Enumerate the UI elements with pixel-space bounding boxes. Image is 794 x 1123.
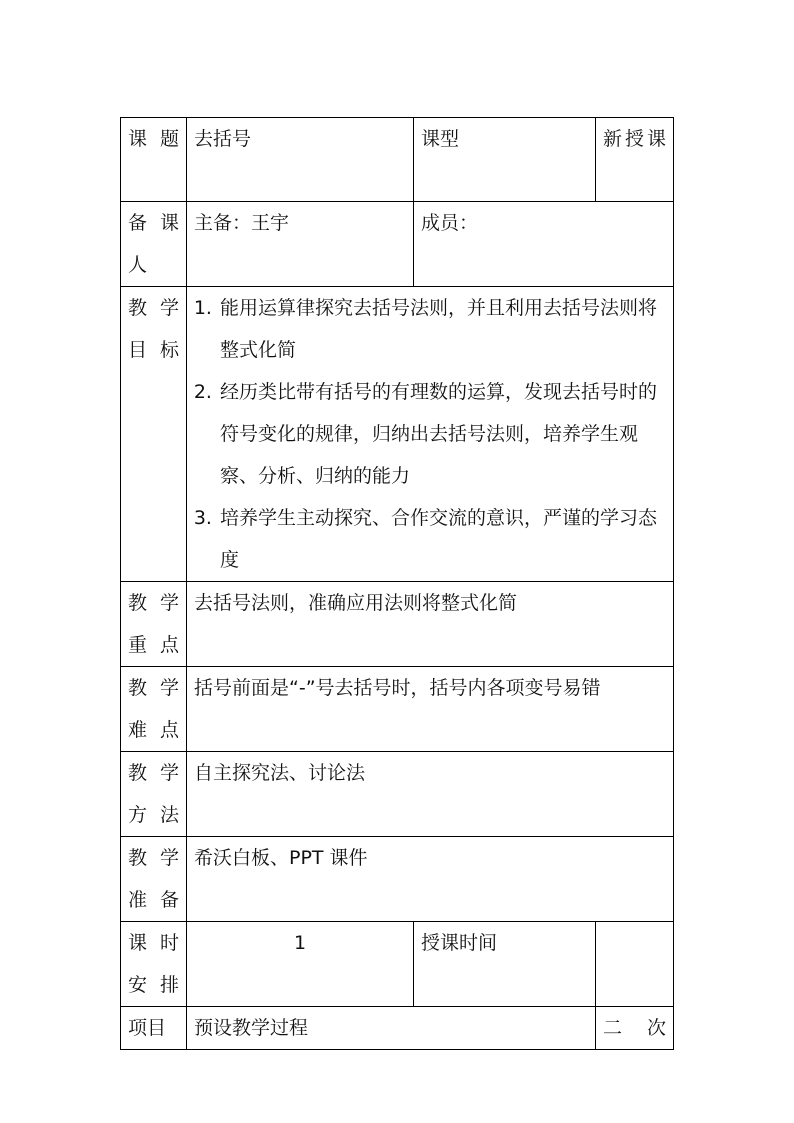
lesson-plan-table (120, 117, 674, 1050)
goals-label: 教学目标 (121, 287, 187, 582)
key-points-label: 教学重点 (121, 582, 187, 667)
difficulties-label: 教学难点 (121, 667, 187, 752)
schedule-value: 1 (187, 922, 414, 1007)
goal-item: 1. 能用运算律探究去括号法则，并且利用去括号法则将整式化简 (218, 287, 666, 371)
difficulties-value: 括号前面是“-”号去括号时，括号内各项变号易错 (187, 667, 674, 752)
row-methods (121, 752, 674, 837)
row-preparer (121, 202, 674, 287)
row-goals (121, 287, 674, 582)
row-topic (121, 118, 674, 202)
preparation-label: 教学准备 (121, 837, 187, 922)
row-schedule (121, 922, 674, 1007)
row-difficulties (121, 667, 674, 752)
process-header: 预设教学过程 (187, 1007, 596, 1050)
methods-value: 自主探究法、讨论法 (187, 752, 674, 837)
schedule-label: 课时安排 (121, 922, 187, 1007)
preparation-value: 希沃白板、PPT 课件 (187, 837, 674, 922)
goal-item: 2. 经历类比带有括号的有理数的运算，发现去括号时的符号变化的规律，归纳出去括号法则，培养学生观察、分析、归纳的能力 (218, 371, 666, 497)
key-points-value: 去括号法则，准确应用法则将整式化简 (187, 582, 674, 667)
row-header (121, 1007, 674, 1050)
members: 成员： (414, 202, 674, 287)
methods-label: 教学方法 (121, 752, 187, 837)
item-header: 项目 (121, 1007, 187, 1050)
goals-content (187, 287, 674, 582)
teaching-time-value (596, 922, 674, 1007)
goals-list (194, 287, 666, 581)
second-header: 二次 (596, 1007, 674, 1050)
lesson-type-label: 课型 (414, 118, 596, 202)
preparer-label: 备课人 (121, 202, 187, 287)
main-preparer: 主备：王宇 (187, 202, 414, 287)
row-key-points (121, 582, 674, 667)
goal-item: 3. 培养学生主动探究、合作交流的意识，严谨的学习态度 (218, 497, 666, 581)
lesson-type-value: 新授课 (596, 118, 674, 202)
topic-value: 去括号 (187, 118, 414, 202)
row-preparation (121, 837, 674, 922)
topic-label: 课题 (121, 118, 187, 202)
teaching-time-label: 授课时间 (414, 922, 596, 1007)
